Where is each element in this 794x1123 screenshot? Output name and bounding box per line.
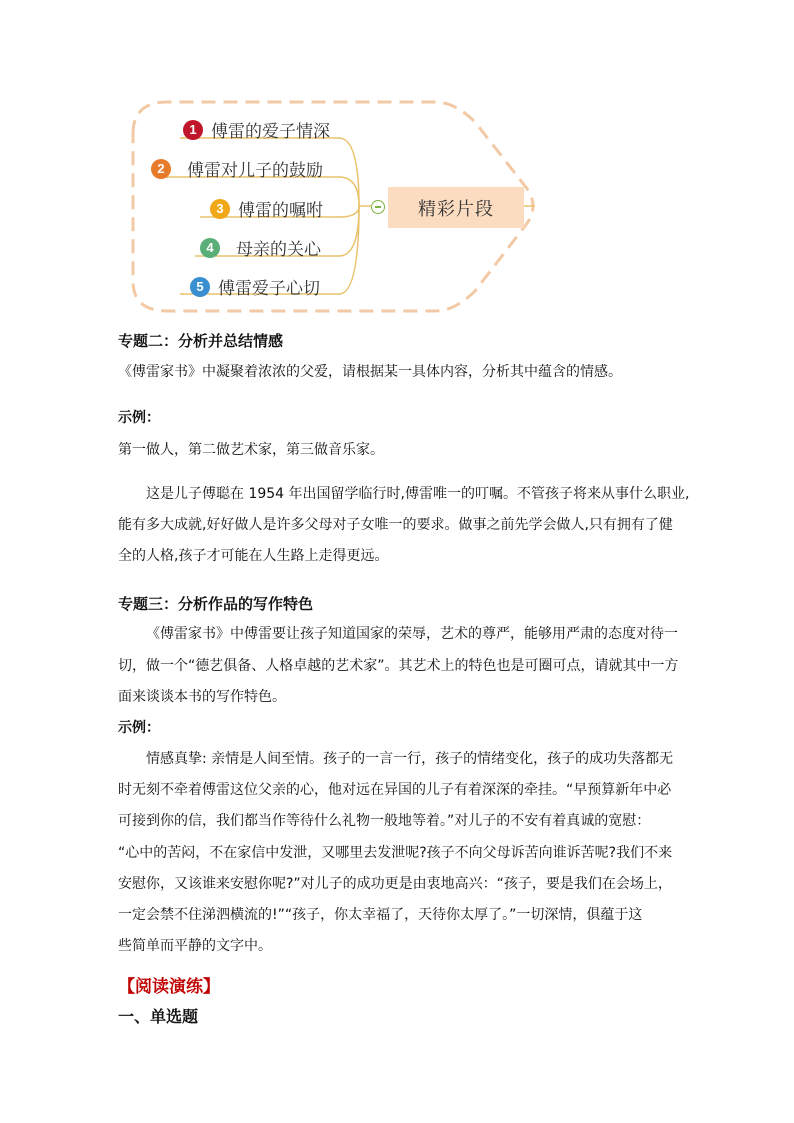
branch-1-label: 傅雷的爱子情深 (211, 122, 330, 142)
number-4-icon: 4 (200, 238, 220, 258)
topic-2-question: 《傅雷家书》中凝聚着浓浓的父爱，请根据某一具体内容，分析其中蕴含的情感。 (118, 364, 622, 380)
topic-3-heading: 专题三：分析作品的写作特色 (118, 595, 314, 613)
topic-2-analysis-line-2: 能有多大成就,好好做人是许多父母对子女唯一的要求。做事之前先学会做人,只有拥有了健 (118, 517, 673, 533)
number-1-icon: 1 (183, 120, 203, 140)
topic-3-answer-line-2: 时无刻不牵着傅雷这位父亲的心，他对远在异国的儿子有着深深的牵挂。“早预算新年中必 (118, 782, 672, 798)
branch-4-label: 母亲的关心 (236, 240, 321, 260)
topic-3-question-line-2: 切，做一个“德艺俱备、人格卓越的艺术家”。其艺术上的特色也是可圈可点，请就其中一方 (118, 658, 679, 674)
reading-practice-heading: 【阅读演练】 (118, 977, 220, 997)
topic-3-answer-line-5: 安慰你，又该谁来安慰你呢?”对儿子的成功更是由衷地高兴：“孩子，要是我们在会场上， (118, 876, 672, 892)
topic-2-example-quote: 第一做人，第二做艺术家，第三做音乐家。 (118, 442, 384, 458)
topic-3-question-line-3: 面来谈谈本书的写作特色。 (118, 689, 286, 705)
mind-map-branch-2 (151, 156, 323, 181)
mind-map-center-node (388, 187, 524, 228)
topic-3-answer-line-4: “心中的苦闷，不在家信中发泄，又哪里去发泄呢?孩子不向父母诉苦向谁诉苦呢?我们不来 (118, 845, 673, 861)
branch-2-label: 傅雷对儿子的鼓励 (187, 161, 323, 181)
mind-map-branch-1 (183, 117, 330, 142)
topic-3-answer-line-3: 可接到你的信，我们都当作等待什么礼物一般地等着。”对儿子的不安有着真诚的宽慰： (118, 813, 651, 829)
branch-5-label: 傅雷爱子心切 (218, 279, 320, 299)
topic-3-example-label: 示例： (118, 720, 160, 736)
topic-3-question-line-1: 《傅雷家书》中傅雷要让孩子知道国家的荣辱，艺术的尊严，能够用严肃的态度对待一 (146, 626, 678, 642)
topic-3-answer-line-7: 些简单而平静的文字中。 (118, 938, 272, 954)
number-2-icon: 2 (151, 159, 171, 179)
topic-2-heading: 专题二：分析并总结情感 (118, 332, 284, 350)
number-3-icon: 3 (210, 199, 230, 219)
mind-map-branch-3 (210, 196, 323, 221)
topic-2-analysis-line-3: 全的人格,孩子才可能在人生路上走得更远。 (118, 548, 389, 564)
mind-map-branch-4 (200, 235, 321, 260)
branch-3-label: 傅雷的嘱咐 (238, 201, 323, 221)
topic-3-answer-line-1: 情感真挚: 亲情是人间至情。孩子的一言一行，孩子的情绪变化，孩子的成功失落都无 (146, 751, 674, 767)
mind-map (125, 96, 545, 318)
center-node-label: 精彩片段 (418, 198, 494, 220)
number-5-icon: 5 (190, 277, 210, 297)
topic-3-answer-line-6: 一定会禁不住涕泗横流的!”“孩子，你太幸福了，天待你太厚了。”一切深情，俱蕴于这 (118, 907, 643, 923)
single-choice-heading: 一、单选题 (118, 1007, 199, 1026)
collapse-minus-icon[interactable] (371, 200, 385, 214)
mind-map-branch-5 (190, 274, 320, 299)
topic-2-analysis-line-1: 这是儿子傅聪在 1954 年出国留学临行时,傅雷唯一的叮嘱。不管孩子将来从事什么职业, (146, 486, 690, 502)
topic-2-example-label: 示例： (118, 410, 160, 426)
